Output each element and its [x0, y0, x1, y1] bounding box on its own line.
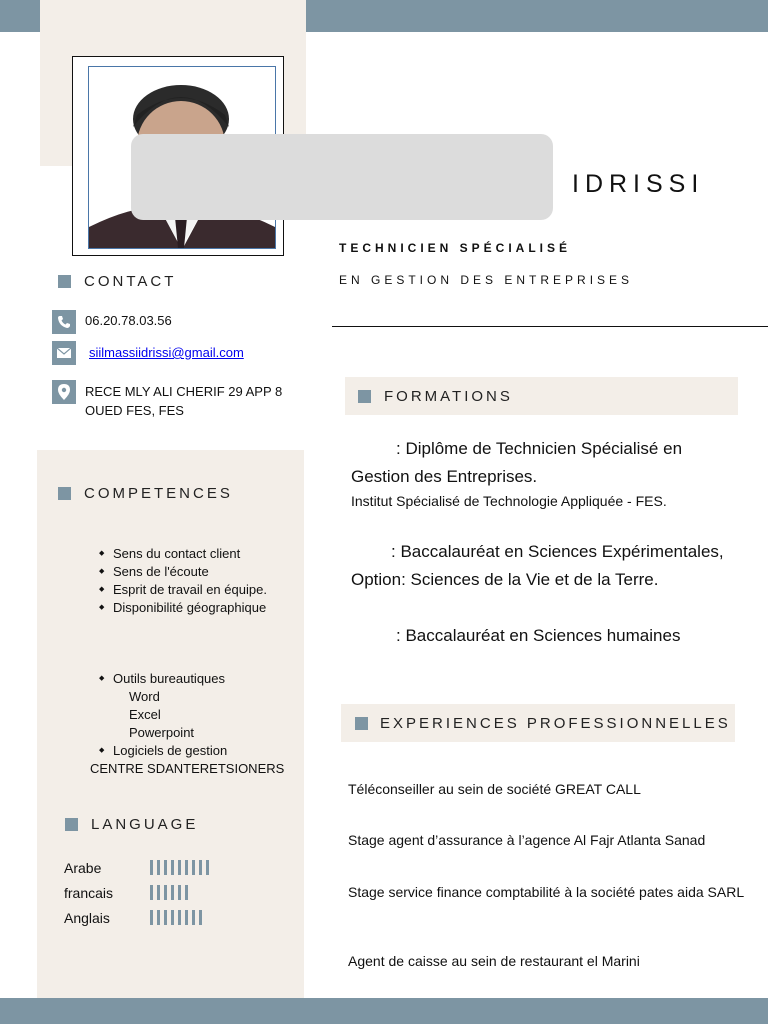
- formation1-line2: Gestion des Entreprises.: [351, 467, 538, 486]
- last-name: IDRISSI: [572, 170, 705, 198]
- level-tick: [185, 910, 188, 925]
- level-tick: [164, 860, 167, 875]
- name-redaction-box: [131, 134, 553, 220]
- level-tick: [192, 910, 195, 925]
- experience-item: Téléconseiller au sein de société GREAT CALL: [348, 781, 641, 797]
- list-item: ◆ Sens du contact client: [97, 545, 297, 563]
- contact-heading-label: CONTACT: [84, 273, 177, 290]
- level-tick: [178, 860, 181, 875]
- language-level-bar: [150, 885, 188, 900]
- email-link[interactable]: siilmassiidrissi@gmail.com: [89, 345, 244, 360]
- tools-label: ◆ Outils bureautiques: [97, 670, 297, 688]
- address-line1: RECE MLY ALI CHERIF 29 APP 8: [85, 384, 283, 399]
- level-tick: [185, 885, 188, 900]
- level-tick: [199, 910, 202, 925]
- formation3-line1: : Baccalauréat en Sciences humaines: [396, 626, 681, 645]
- formation1-line1: : Diplôme de Technicien Spécialisé en: [396, 439, 683, 458]
- language-bullet-square: [65, 818, 78, 831]
- level-tick: [164, 885, 167, 900]
- tool-word: Word: [129, 689, 160, 704]
- language-name: Anglais: [64, 909, 110, 926]
- level-tick: [164, 910, 167, 925]
- mail-icon: [52, 341, 76, 365]
- formations-heading-band: [345, 377, 738, 415]
- level-tick: [192, 860, 195, 875]
- top-left-bar: [0, 0, 40, 32]
- level-tick: [171, 910, 174, 925]
- level-tick: [157, 910, 160, 925]
- list-item: ◆ Esprit de travail en équipe.: [97, 581, 297, 599]
- experience-item: Agent de caisse au sein de restaurant el Marini: [348, 953, 640, 969]
- level-tick: [157, 860, 160, 875]
- experiences-heading-label: EXPERIENCES PROFESSIONNELLES: [380, 714, 731, 732]
- language-heading-label: LANGUAGE: [91, 816, 199, 833]
- formation2-line2: Option: Sciences de la Vie et de la Terre.: [351, 570, 659, 589]
- level-tick: [178, 910, 181, 925]
- contact-bullet-square: [58, 275, 71, 288]
- level-tick: [206, 860, 209, 875]
- experience-item: Stage agent d’assurance à l’agence Al Fajr Atlanta Sanad: [348, 832, 706, 848]
- formation2-line1: : Baccalauréat en Sciences Expérimentales,: [391, 542, 724, 561]
- level-tick: [150, 885, 153, 900]
- contact-heading: [58, 273, 176, 290]
- level-tick: [150, 860, 153, 875]
- tool-powerpoint: Powerpoint: [129, 725, 195, 740]
- tool-excel: Excel: [129, 707, 161, 722]
- level-tick: [178, 885, 181, 900]
- top-bar: [306, 0, 768, 32]
- level-tick: [157, 885, 160, 900]
- language-row: [64, 855, 209, 880]
- language-row: [64, 905, 209, 930]
- language-name: francais: [64, 884, 114, 901]
- level-tick: [185, 860, 188, 875]
- formations-heading-label: FORMATIONS: [384, 387, 513, 405]
- phone-number: 06.20.78.03.56: [85, 313, 172, 328]
- experience-item: Stage service finance comptabilité à la société pates aida SARL: [348, 884, 745, 900]
- level-tick: [171, 885, 174, 900]
- location-icon: [52, 380, 76, 404]
- competences-bullet-square: [58, 487, 71, 500]
- language-list: [64, 855, 209, 930]
- soft-skills-list: [97, 545, 297, 617]
- experiences-bullet-square: [355, 717, 368, 730]
- language-heading: [65, 816, 198, 833]
- level-tick: [171, 860, 174, 875]
- language-name: Arabe: [64, 859, 102, 876]
- formations-bullet-square: [358, 390, 371, 403]
- header-divider: [332, 326, 768, 327]
- level-tick: [150, 910, 153, 925]
- level-tick: [199, 860, 202, 875]
- bottom-bar: [0, 998, 768, 1024]
- list-item: ◆ Sens de l'écoute: [97, 563, 297, 581]
- experiences-heading-band: [341, 704, 735, 742]
- formation1-school: Institut Spécialisé de Technologie Appliquée - FES.: [351, 493, 667, 509]
- address-line2: OUED FES, FES: [85, 403, 184, 418]
- tools-block: [97, 670, 297, 760]
- language-row: [64, 880, 209, 905]
- language-level-bar: [150, 910, 202, 925]
- software-value: CENTRE SDANTERETSIONERS: [90, 761, 285, 776]
- job-title-line1: TECHNICIEN SPÉCIALISÉ: [339, 241, 572, 255]
- language-level-bar: [150, 860, 209, 875]
- software-label: ◆ Logiciels de gestion: [97, 742, 297, 760]
- competences-heading: [58, 485, 233, 502]
- phone-icon: [52, 310, 76, 334]
- competences-heading-label: COMPETENCES: [84, 485, 233, 502]
- list-item: ◆ Disponibilité géographique: [97, 599, 297, 617]
- job-title-line2: EN GESTION DES ENTREPRISES: [339, 273, 634, 287]
